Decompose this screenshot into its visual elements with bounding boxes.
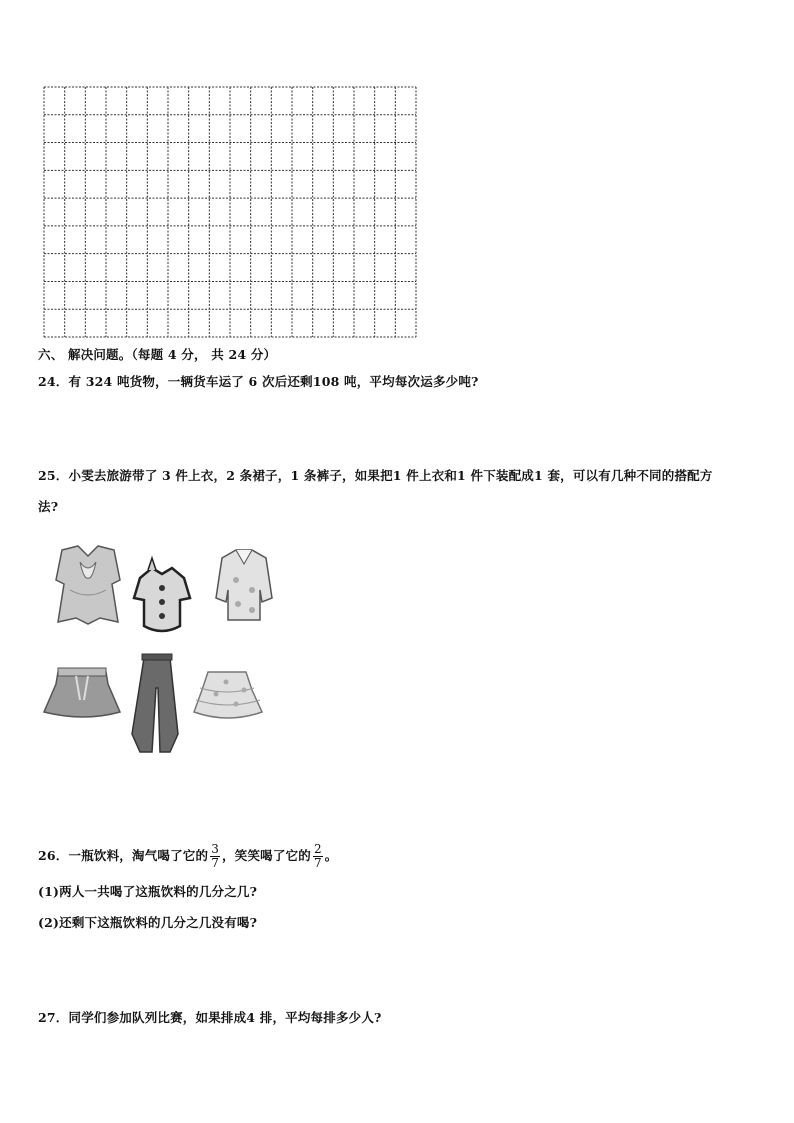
fraction-xiaoxiao-numerator: 2 [313,842,322,856]
pants-icon [132,654,178,752]
question-26-middle: ，笑笑喝了它的 [222,848,311,863]
question-26 [38,841,338,871]
dress-top-icon [56,546,120,624]
question-26-suffix: 。 [324,848,338,863]
question-26-sub2: (2)还剩下这瓶饮料的几分之几没有喝? [38,915,258,930]
question-26-prefix: 26．一瓶饮料，淘气喝了它的 [38,848,209,863]
question-24: 24．有 324 吨货物，一辆货车运了 6 次后还剩108 吨，平均每次运多少吨? [38,374,479,389]
fraction-taoqi-numerator: 3 [211,842,220,856]
question-26-sub1: (1)两人一共喝了这瓶饮料的几分之几? [38,884,258,899]
fraction-xiaoxiao [313,843,323,870]
writing-grid [43,86,417,338]
bunny-shirt-icon [134,558,190,631]
fraction-taoqi-denominator: 7 [211,856,220,870]
skirt-icon [44,668,120,717]
question-27: 27．同学们参加队列比赛，如果排成4 排，平均每排多少人? [38,1010,382,1025]
ruffle-skirt-icon [194,672,262,718]
clothing-illustration [40,540,280,762]
section-title: 六、 解决问题。（每题 4 分， 共 24 分） [38,347,277,362]
question-25-line2: 法? [38,499,59,514]
question-25-line1: 25．小雯去旅游带了 3 件上衣，2 条裙子，1 条裤子，如果把1 件上衣和1 件下装配成1 套，可以有几种不同的搭配方 [38,468,713,483]
fraction-xiaoxiao-denominator: 7 [313,856,322,870]
blouse-icon [216,550,272,620]
fraction-taoqi [210,843,220,870]
